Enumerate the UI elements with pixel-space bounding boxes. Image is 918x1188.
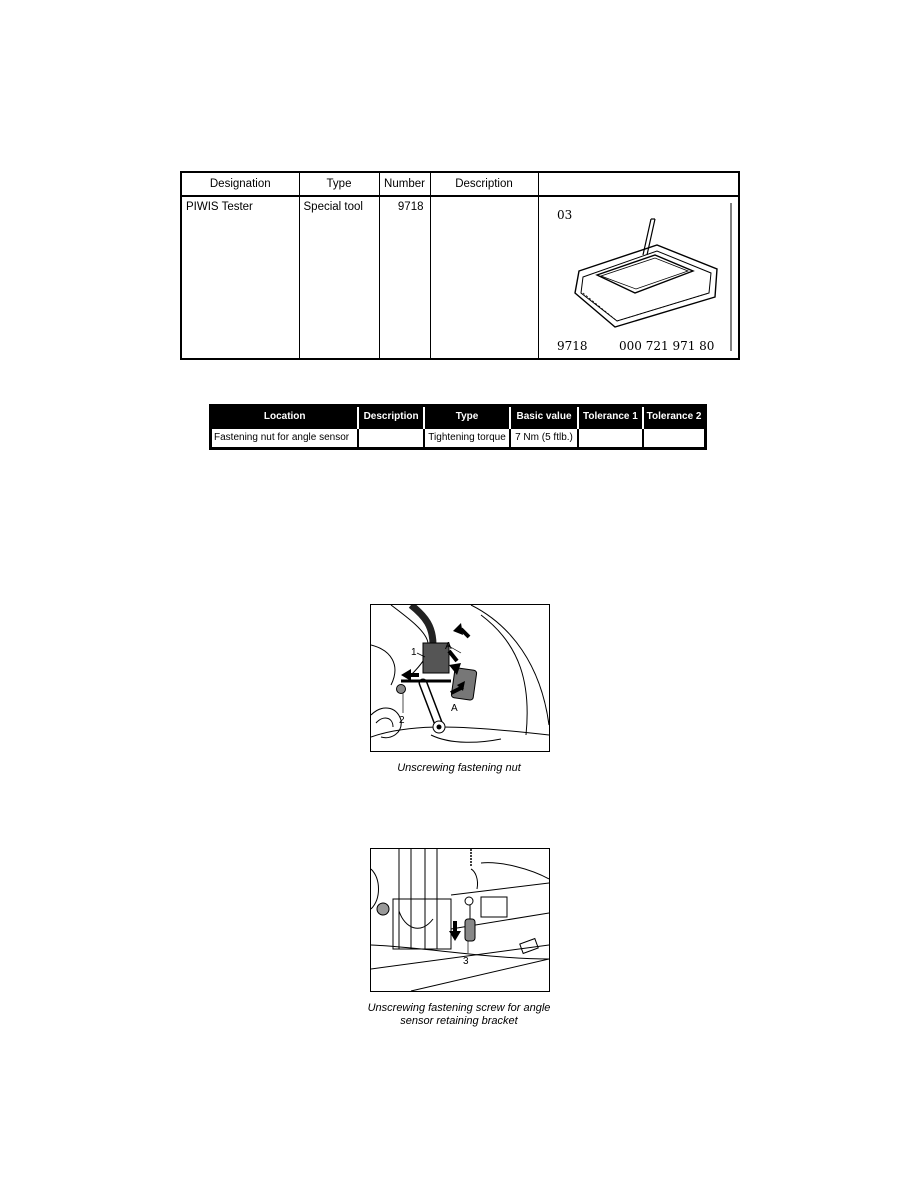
header-image [538,172,739,196]
cell-type: Tightening torque [424,428,511,449]
header-number: Number [379,172,430,196]
angle-sensor-illustration [371,605,549,751]
header-description: Description [430,172,538,196]
callout-2: 2 [399,715,405,726]
callout-a-lower: A [451,703,458,714]
header-location: Location [211,406,359,428]
cell-number: 9718 [379,196,430,359]
figure-1-caption: Unscrewing fastening nut [397,762,521,774]
header-tolerance-1: Tolerance 1 [578,406,643,428]
figure-unscrewing-screw [370,848,550,992]
tool-image-number: 9718 [556,339,588,353]
header-designation: Designation [181,172,299,196]
retaining-bracket-illustration [371,849,549,991]
special-tool-table [180,171,740,360]
figure-2-caption [340,1002,578,1028]
fastening-screw [465,919,475,941]
tool-image-top-label: 03 [556,208,572,222]
cell-description [358,428,423,449]
figure-unscrewing-nut [370,604,550,752]
figure-2-caption-line-1: Unscrewing fastening screw for angle [367,1002,551,1014]
cell-description [430,196,538,359]
tool-image-part-number: 000 721 971 80 [618,339,714,353]
torque-spec-table [209,404,707,450]
header-tolerance-2: Tolerance 2 [643,406,705,428]
callout-a-upper: A [445,641,452,652]
cell-tolerance-2 [643,428,705,449]
cell-type: Special tool [299,196,379,359]
tool-image-cell [538,196,739,359]
figure-2-caption-line-2: sensor retaining bracket [400,1015,518,1027]
header-description: Description [358,406,423,428]
header-basic-value: Basic value [510,406,577,428]
header-type: Type [424,406,511,428]
cell-tolerance-1 [578,428,643,449]
callout-3: 3 [463,956,469,967]
cell-designation: PIWIS Tester [181,196,299,359]
cell-basic-value: 7 Nm (5 ftlb.) [510,428,577,449]
piwis-tester-image [539,197,738,355]
callout-1: 1 [411,647,417,658]
cell-location: Fastening nut for angle sensor [211,428,359,449]
header-type: Type [299,172,379,196]
